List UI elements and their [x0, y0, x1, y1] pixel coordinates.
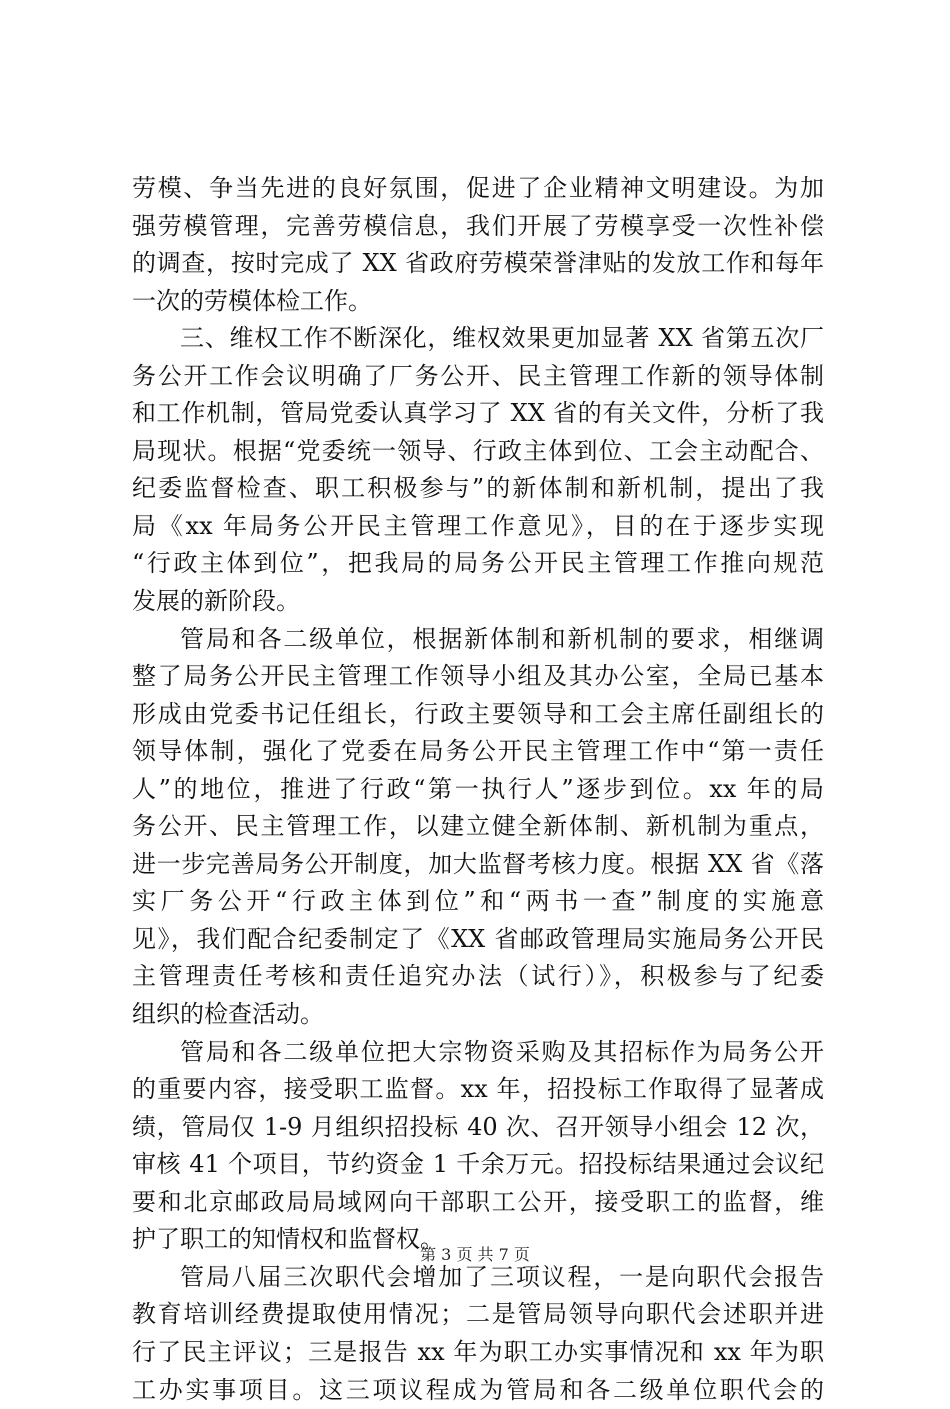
paragraph-first-line: 管局和各二级单位，根据新体制和新机制的要求，相继调: [132, 621, 824, 659]
paragraph-first-line: 管局八届三次职代会增加了三项议程，一是向职代会报告: [132, 1259, 824, 1297]
text-line: 形成由党委书记任组长，行政主要领导和工会主席任副组长的: [132, 696, 824, 734]
text-line: 一次的劳模体检工作。: [132, 283, 824, 321]
text-line: 发展的新阶段。: [132, 583, 824, 621]
text-line: 的调查，按时完成了 XX 省政府劳模荣誉津贴的发放工作和每年: [132, 245, 824, 283]
text-line: 工办实事项目。这三项议程成为管局和各二级单位职代会的: [132, 1372, 824, 1409]
text-line: 纪委监督检查、职工积极参与”的新体制和新机制，提出了我: [132, 470, 824, 508]
text-line: 局《xx 年局务公开民主管理工作意见》，目的在于逐步实现: [132, 508, 824, 546]
text-line: 的重要内容，接受职工监督。xx 年，招投标工作取得了显著成: [132, 1071, 824, 1109]
text-line: 人”的地位，推进了行政“第一执行人”逐步到位。xx 年的局: [132, 771, 824, 809]
paragraph-first-line: 管局和各二级单位把大宗物资采购及其招标作为局务公开: [132, 1034, 824, 1072]
text-line: 护了职工的知情权和监督权。: [132, 1221, 824, 1259]
text-line: 强劳模管理，完善劳模信息，我们开展了劳模享受一次性补偿: [132, 208, 824, 246]
text-line: 审核 41 个项目，节约资金 1 千余万元。招投标结果通过会议纪: [132, 1146, 824, 1184]
page-number-footer: 第 3 页 共 7 页: [0, 1245, 950, 1265]
text-line: 绩，管局仅 1-9 月组织招投标 40 次、召开领导小组会 12 次，: [132, 1109, 824, 1147]
text-line: 要和北京邮政局局域网向干部职工公开，接受职工的监督，维: [132, 1184, 824, 1222]
text-line: 见》，我们配合纪委制定了《XX 省邮政管理局实施局务公开民: [132, 921, 824, 959]
text-line: 组织的检查活动。: [132, 996, 824, 1034]
text-line: 领导体制，强化了党委在局务公开民主管理工作中“第一责任: [132, 733, 824, 771]
text-line: 和工作机制，管局党委认真学习了 XX 省的有关文件，分析了我: [132, 395, 824, 433]
text-line: 劳模、争当先进的良好氛围，促进了企业精神文明建设。为加: [132, 170, 824, 208]
text-line: 务公开、民主管理工作，以建立健全新体制、新机制为重点，: [132, 808, 824, 846]
text-line: 教育培训经费提取使用情况；二是管局领导向职代会述职并进: [132, 1296, 824, 1334]
paragraph-first-line: 三、维权工作不断深化，维权效果更加显著 XX 省第五次厂: [132, 320, 824, 358]
text-line: 行了民主评议；三是报告 xx 年为职工办实事情况和 xx 年为职: [132, 1334, 824, 1372]
text-line: 进一步完善局务公开制度，加大监督考核力度。根据 XX 省《落: [132, 846, 824, 884]
text-line: “行政主体到位”，把我局的局务公开民主管理工作推向规范: [132, 545, 824, 583]
text-line: 务公开工作会议明确了厂务公开、民主管理工作新的领导体制: [132, 358, 824, 396]
body-text: [132, 170, 824, 1409]
text-line: 整了局务公开民主管理工作领导小组及其办公室，全局已基本: [132, 658, 824, 696]
text-line: 局现状。根据“党委统一领导、行政主体到位、工会主动配合、: [132, 433, 824, 471]
text-line: 实厂务公开“行政主体到位”和“两书一查”制度的实施意: [132, 883, 824, 921]
text-line: 主管理责任考核和责任追究办法（试行）》，积极参与了纪委: [132, 958, 824, 996]
